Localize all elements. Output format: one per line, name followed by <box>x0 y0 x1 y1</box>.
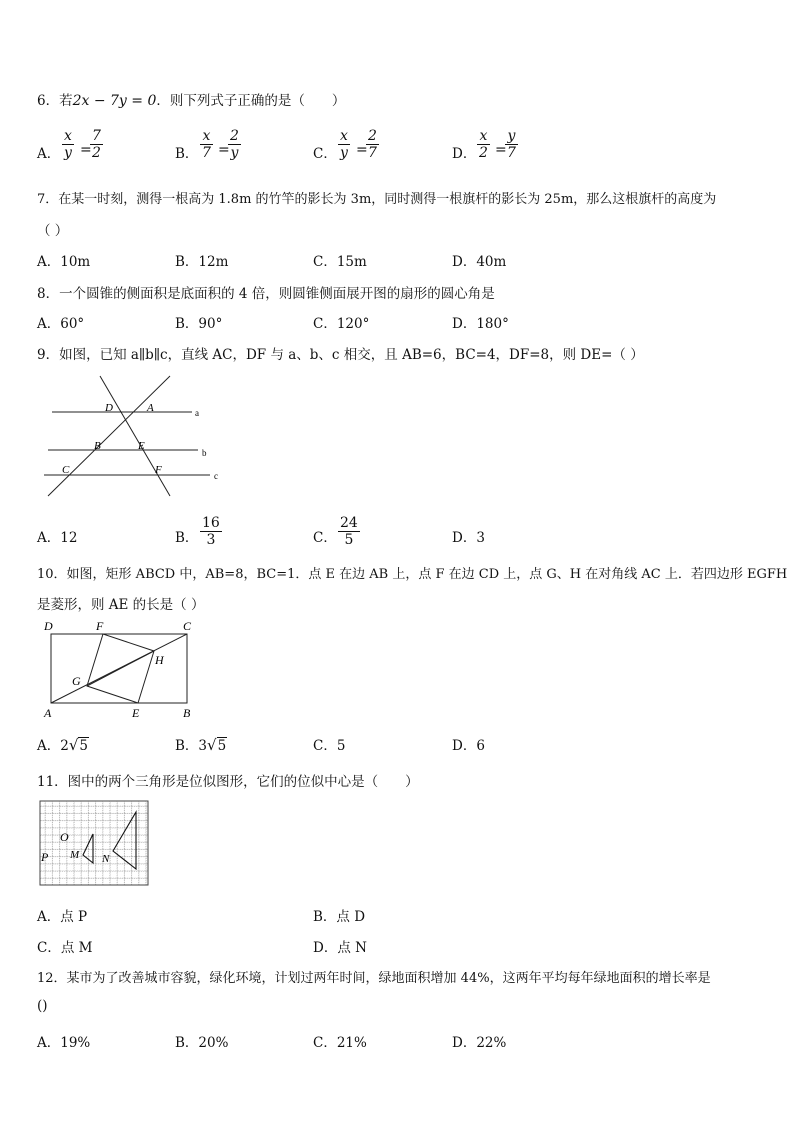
q6-option-b-eq: = <box>218 142 230 158</box>
q9-option-b-letter: B． <box>175 530 199 546</box>
q11-option-a: A．点 P <box>37 909 88 925</box>
q8-stem: 8．一个圆锥的侧面积是底面积的 4 倍，则圆锥侧面展开图的扇形的圆心角是 <box>37 286 495 302</box>
q7-stem-line2: （ ） <box>37 223 69 239</box>
label-o: O <box>60 830 69 844</box>
label-h: H <box>155 653 164 667</box>
label-line-b: b <box>202 448 207 458</box>
dotted-grid <box>40 801 148 885</box>
q10-figure <box>36 618 206 722</box>
label-b: B <box>94 440 101 452</box>
q9-figure <box>40 372 230 500</box>
label-m: M <box>70 849 80 861</box>
q6-option-c-letter: C． <box>313 146 337 162</box>
q10-option-b: B．3√5 <box>175 736 227 754</box>
q6-option-c-rhs: $\frac{2}{7}$ <box>368 128 377 161</box>
q6-option-d-rhs: $\frac{y}{7}$ <box>507 128 516 161</box>
q7-option-b: B．12m <box>175 254 229 270</box>
label-g: G <box>72 674 81 688</box>
q11-option-d: D．点 N <box>313 940 367 956</box>
q9-option-a: A．12 <box>37 530 78 546</box>
q11-option-c: C．点 M <box>37 940 93 956</box>
label-e: E <box>138 440 145 452</box>
q12-option-c: C．21% <box>313 1035 367 1051</box>
label-e: E <box>132 706 140 720</box>
q6-option-d-lhs: $\frac{x}{2}$ <box>479 128 488 161</box>
q12-stem-line2: () <box>37 998 48 1014</box>
q6-stem: 6．若2x − 7y = 0．则下列式子正确的是（ ） <box>37 93 346 109</box>
q6-option-b-letter: B． <box>175 146 199 162</box>
q9-stem: 9．如图，已知 a∥b∥c，直线 AC，DF 与 a、b、c 相交，且 AB=6，BC=4，DF=8，则 DE=（ ） <box>37 347 644 363</box>
q11-stem: 11．图中的两个三角形是位似图形，它们的位似中心是（ ） <box>37 774 419 790</box>
q10-option-d: D．6 <box>452 738 485 754</box>
q7-option-a: A．10m <box>37 254 91 270</box>
q6-option-a-eq: = <box>80 142 92 158</box>
q6-option-a-letter: A． <box>37 146 61 162</box>
q8-option-c: C．120° <box>313 316 370 332</box>
q8-option-d: D．180° <box>452 316 509 332</box>
q12-option-d: D．22% <box>452 1035 507 1051</box>
q9-option-c-letter: C． <box>313 530 337 546</box>
label-c: C <box>62 464 70 476</box>
q11-option-b: B．点 D <box>313 909 366 925</box>
q9-option-d: D．3 <box>452 530 485 546</box>
q8-option-b: B．90° <box>175 316 223 332</box>
q9-option-b-fraction: $\frac{16}{3}$ <box>202 515 220 548</box>
q10-stem-line2: 是菱形，则 AE 的长是（ ） <box>37 597 205 613</box>
q9-option-c-fraction: $\frac{24}{5}$ <box>340 515 358 548</box>
q10-stem-line1: 10．如图，矩形 ABCD 中，AB=8，BC=1．点 E 在边 AB 上，点 F 在边 CD 上，点 G、H 在对角线 AC 上．若四边形 EGFH <box>37 567 788 582</box>
q6-option-d-letter: D． <box>452 146 477 162</box>
q6-formula: 2x − 7y = 0 <box>72 93 157 109</box>
q6-option-a-lhs: $\frac{x}{y}$ <box>64 128 72 161</box>
line-ac <box>48 376 170 496</box>
label-p: P <box>41 850 49 864</box>
q12-stem-line1: 12．某市为了改善城市容貌，绿化环境，计划过两年时间，绿地面积增加 44%，这两年平均每年绿地面积的增长率是 <box>37 971 711 986</box>
q6-option-b-lhs: $\frac{x}{7}$ <box>202 128 211 161</box>
label-a: A <box>44 706 52 720</box>
q7-option-d: D．40m <box>452 254 507 270</box>
q6-option-b-rhs: $\frac{2}{y}$ <box>230 128 239 161</box>
rhombus-diagonal-gh <box>87 651 154 686</box>
label-c: C <box>183 619 192 633</box>
line-df <box>100 376 170 496</box>
label-b: B <box>183 706 191 720</box>
q7-stem-line1: 7．在某一时刻，测得一根高为 1.8m 的竹竿的影长为 3m，同时测得一根旗杆的影长为 25m，那么这根旗杆的高度为 <box>37 192 717 207</box>
q10-option-a: A．2√5 <box>37 736 88 754</box>
label-d: D <box>105 402 113 414</box>
label-n: N <box>102 853 110 865</box>
q12-option-a: A．19% <box>37 1035 91 1051</box>
q8-option-a: A．60° <box>37 316 85 332</box>
q12-option-b: B．20% <box>175 1035 229 1051</box>
q10-option-c: C．5 <box>313 738 346 754</box>
label-line-a: a <box>195 408 199 418</box>
q6-option-a-rhs: $\frac{7}{2}$ <box>92 128 101 161</box>
label-d: D <box>44 619 53 633</box>
q6-option-c-eq: = <box>356 142 368 158</box>
label-line-c: c <box>214 471 218 481</box>
q7-option-c: C．15m <box>313 254 367 270</box>
label-a: A <box>147 402 154 414</box>
q6-option-d-eq: = <box>495 142 507 158</box>
diagonal-ac <box>51 634 187 703</box>
q6-option-c-lhs: $\frac{x}{y}$ <box>340 128 348 161</box>
label-f: F <box>155 464 162 476</box>
q11-figure <box>38 799 152 889</box>
label-f: F <box>96 619 104 633</box>
